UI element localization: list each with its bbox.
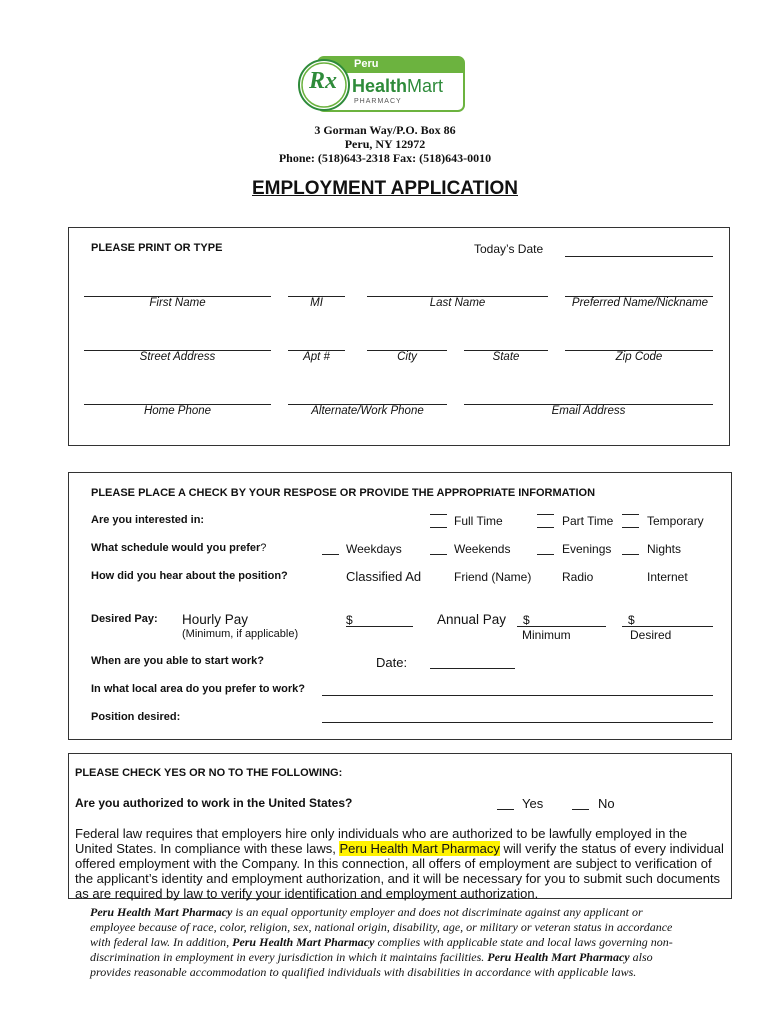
logo [296,56,466,114]
first-name-label: First Name [149,297,206,309]
logo-rx: Rx [309,68,338,94]
logo-name [352,76,443,97]
hourly-dollar: $ [346,613,353,627]
highlighted-company-name: Peru Health Mart Pharmacy [339,841,500,856]
address-line2: Peru, NY 12972 [344,137,426,151]
hourly-note: (Minimum, if applicable) [182,628,299,640]
temporary-checkbox[interactable] [622,514,639,515]
date-label: Date: [376,655,408,670]
address-line3: Phone: (518)643-2318 Fax: (518)643-0010 [278,151,492,165]
authorized-label: Are you authorized to work in the United States? [75,796,353,810]
weekends-label: Weekends [454,542,511,556]
part-time-checkbox[interactable] [537,514,554,515]
annual-min-dollar: $ [523,613,530,627]
address-line1: 3 Gorman Way/P.O. Box 86 [314,123,456,137]
weekdays-checkbox[interactable] [322,554,339,555]
hourly-pay-field[interactable] [346,626,413,627]
schedule-label [91,542,266,554]
weekdays-label: Weekdays [346,542,402,556]
position-label: Position desired: [91,711,181,723]
eeo-text-2: complies with applicable state and local laws governing non-discrimination in employment in every jurisdiction in which it maintains facilities. [90,935,673,964]
eeo-statement [90,905,690,980]
hourly-label: Hourly Pay [182,612,249,627]
minimum-label: Minimum [522,628,571,642]
logo-name-a: Health [352,76,408,96]
temporary-label: Temporary [647,514,704,528]
home-phone-label: Home Phone [143,405,212,417]
federal-law-text-1: Federal law requires that employers hire only individuals who are authorized to be lawfully employed in the United States. In compliance with these laws, [75,826,688,856]
apt-label: Apt # [303,351,330,363]
todays-date-field[interactable] [565,256,713,257]
eeo-text-3: also provides reasonable accommodation to qualified individuals with disabilities in accordance with applicable laws. [90,950,653,979]
page-title: EMPLOYMENT APPLICATION [252,178,518,199]
annual-desired-dollar: $ [628,613,635,627]
eeo-company-2: Peru Health Mart Pharmacy [232,935,375,949]
desired-pay-label: Desired Pay: [91,613,158,625]
schedule-label-q: ? [260,542,267,554]
annual-min-field[interactable] [517,626,606,627]
full-time-checkbox[interactable] [430,514,447,515]
logo-sub: PHARMACY [354,98,402,105]
internet-label: Internet [647,570,688,584]
yes-checkbox[interactable] [497,809,514,810]
federal-law-text-2: will verify the status of every individual offered employment with the Company. In this connection, all offers of employment are subject to verification of the applicant’s identity and employment authorization, and it will be necessary for you to submit such documents as are required by law to verify your identification and employment authorization. [75,841,724,901]
state-label: State [492,351,520,363]
zip-label: Zip Code [615,351,663,363]
friend-label: Friend (Name) [454,570,532,584]
print-or-type-heading: PLEASE PRINT OR TYPE [91,242,223,254]
email-label: Email Address [551,405,626,417]
full-time-checkbox-2[interactable] [430,527,447,528]
yes-no-heading: PLEASE CHECK YES OR NO TO THE FOLLOWING: [75,767,343,779]
hear-label: How did you hear about the position? [91,570,288,582]
eeo-company-1: Peru Health Mart Pharmacy [90,905,233,919]
no-label: No [598,796,615,811]
start-date-field[interactable] [430,668,515,669]
todays-date-label: Today’s Date [474,242,544,256]
schedule-label-text: What schedule would you prefer [91,542,261,554]
annual-label: Annual Pay [437,612,507,627]
nickname-label: Preferred Name/Nickname [571,297,709,309]
position-info-box [68,472,732,740]
check-heading: PLEASE PLACE A CHECK BY YOUR RESPOSE OR PROVIDE THE APPROPRIATE INFORMATION [91,487,596,499]
weekends-checkbox[interactable] [430,554,447,555]
alt-phone-label: Alternate/Work Phone [311,405,424,417]
start-label: When are you able to start work? [91,655,264,667]
nights-checkbox[interactable] [622,554,639,555]
eeo-company-3: Peru Health Mart Pharmacy [487,950,630,964]
evenings-checkbox[interactable] [537,554,554,555]
classified-label: Classified Ad [346,569,422,584]
local-area-label: In what local area do you prefer to work? [91,683,305,695]
annual-desired-field[interactable] [622,626,713,627]
mi-label: MI [310,297,323,309]
evenings-label: Evenings [562,542,612,556]
city-label: City [397,351,417,363]
no-checkbox[interactable] [572,809,589,810]
street-label: Street Address [139,351,216,363]
radio-label: Radio [562,570,594,584]
interested-label: Are you interested in: [91,514,205,526]
part-time-checkbox-2[interactable] [537,527,554,528]
nights-label: Nights [647,542,682,556]
desired-label: Desired [630,628,672,642]
temporary-checkbox-2[interactable] [622,527,639,528]
full-time-label: Full Time [454,514,503,528]
local-area-field[interactable] [322,695,713,696]
last-name-label: Last Name [429,297,486,309]
position-field[interactable] [322,722,713,723]
logo-location: Peru [354,58,379,70]
logo-name-b: Mart [407,76,444,96]
federal-law-paragraph [75,826,725,901]
yes-label: Yes [522,796,544,811]
eeo-text-1: is an equal opportunity employer and does not discriminate against any applicant or employee because of race, color, religion, sex, national origin, disability, age, or military or veteran status in accordance with federal law. In addition, [90,905,673,949]
part-time-label: Part Time [562,514,614,528]
